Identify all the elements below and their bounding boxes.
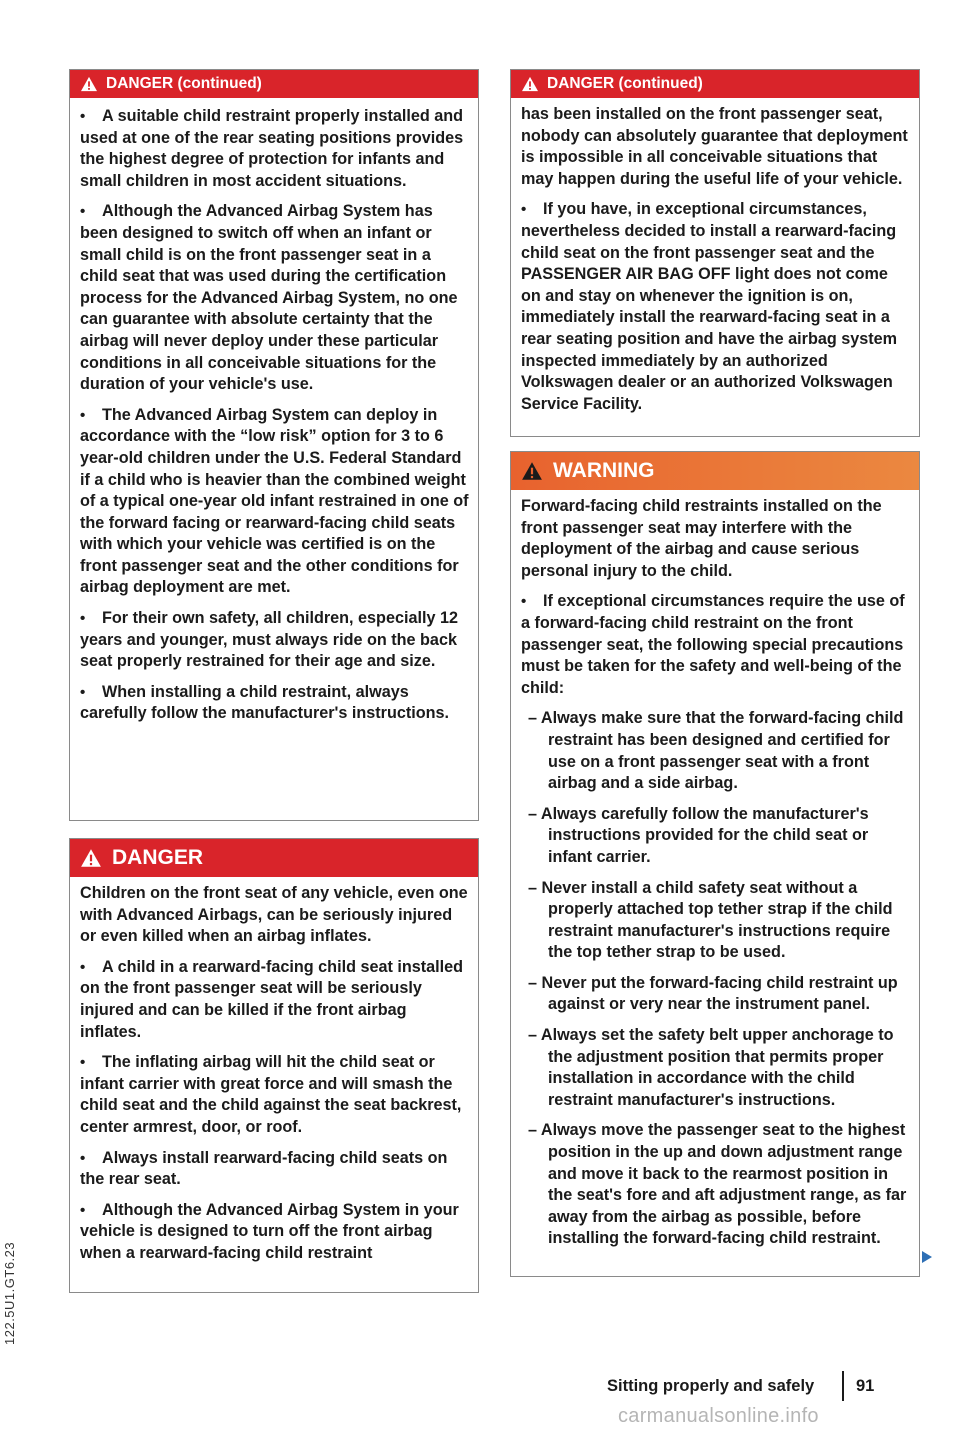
box-title: DANGER: [112, 846, 204, 869]
section-title: Sitting properly and safely: [607, 1377, 815, 1395]
box-title: WARNING: [553, 459, 655, 482]
intro-text: Forward-facing child restraints installed on the front passenger seat may interfere with the deployment of the airbag and cause serious personal injury to the child.: [521, 497, 882, 580]
danger-continued-box-right: [510, 69, 920, 437]
list-item: • Always install rearward-facing child seats on the rear seat.: [80, 1148, 448, 1189]
intro-text: Children on the front seat of any vehicle, even one with Advanced Airbags, can be seriously injured or even killed when an airbag inflates.: [80, 884, 468, 946]
warning-header: [511, 452, 919, 490]
list-item: • For their own safety, all children, especially 12 years and younger, must always ride on the back seat properly restrained for their age and size.: [80, 609, 458, 671]
warning-triangle-icon: [80, 848, 102, 868]
list-item: • A child in a rearward-facing child seat installed on the front passenger seat will be seriously injured and can be killed if the front airbag inflates.: [80, 957, 464, 1041]
danger-continued-box-left: [69, 69, 479, 821]
document-code: 122.5U1.GT6.23: [2, 1241, 17, 1345]
list-item: • If you have, in exceptional circumstances, nevertheless decided to install a rearward-facing child seat on the front passenger seat and the PASSENGER AIR BAG OFF light does not come on and stay on whenever the ignition is on, immediately install the rearward-facing seat in a rear seating position and have the airbag system inspected immediately by an authorized Volkswagen dealer or an authorized Volkswagen Service Facility.: [521, 200, 898, 413]
list-item: • Although the Advanced Airbag System has been designed to switch off when an infant or small child is on the front passenger seat in a child seat that was used during the certification process for the Advanced Airbag System, no one can guarantee with absolute certainty that the airbag will never deploy under these particular conditions in all conceivable situations for the duration of your vehicle's use.: [80, 202, 458, 394]
watermark: carmanualsonline.info: [618, 1405, 819, 1427]
danger-header: [70, 839, 478, 877]
dash-item: – Never install a child safety seat without a properly attached top tether strap if the child restraint manufacturer's instructions require the top tether strap to be used.: [528, 878, 893, 962]
list-item: • A suitable child restraint properly installed and used at one of the rear seating positions provides the highest degree of protection for infants and small children in most accident situations.: [80, 107, 464, 190]
dash-item: – Always set the safety belt upper anchorage to the adjustment position that permits proper installation in accordance with the child restraint manufacturer's instructions.: [528, 1026, 894, 1109]
continue-arrow-icon: [920, 1250, 934, 1264]
warning-triangle-icon: [521, 76, 539, 92]
danger-header: [511, 70, 919, 98]
list-item: • The inflating airbag will hit the child seat or infant carrier with great force and will smash the child seat and the child against the seat backrest, center armrest, door, or roof.: [80, 1053, 462, 1136]
footer-divider: [842, 1371, 844, 1401]
danger-box-left: [69, 838, 479, 1293]
dash-item: – Never put the forward-facing child restraint up against or very near the instrument panel.: [528, 973, 898, 1014]
warning-triangle-icon: [80, 76, 98, 92]
danger-header: [70, 70, 478, 98]
box-title: DANGER (continued): [547, 75, 703, 92]
intro-text: has been installed on the front passenger seat, nobody can absolutely guarantee that deployment is impossible in all conceivable situations that may happen during the useful life of your vehicle.: [521, 105, 908, 188]
warning-triangle-icon: [521, 461, 543, 481]
list-item: • The Advanced Airbag System can deploy in accordance with the “low risk” option for 3 to 6 year-old children under the U.S. Federal Standard if a child who is heavier than the combined weight of a typical one-year old infant restrained in one of the forward facing or rearward-facing child seats with which your vehicle was certified is on the front passenger seat and the other conditions for airbag deployment are met.: [80, 405, 469, 597]
page-number: 91: [856, 1377, 875, 1395]
list-item: • When installing a child restraint, always carefully follow the manufacturer's instructions.: [80, 682, 450, 723]
dash-item: – Always move the passenger seat to the highest position in the up and down adjustment range and move it back to the rearmost position in the seat's fore and aft adjustment range, as far away from the airbag as possible, before installing the forward-facing child restraint.: [528, 1121, 907, 1248]
dash-item: – Always make sure that the forward-facing child restraint has been designed and certified for use on a front passenger seat with a front airbag and a side airbag.: [528, 709, 904, 793]
dash-item: – Always carefully follow the manufacturer's instructions provided for the child seat or infant carrier.: [528, 804, 869, 866]
list-item: • Although the Advanced Airbag System in your vehicle is designed to turn off the front airbag when a rearward-facing child restraint: [80, 1200, 459, 1262]
list-item: • If exceptional circumstances require the use of a forward-facing child restraint on the front passenger seat, the following special precautions must be taken for the safety and well-being of the child:: [521, 592, 905, 697]
warning-box-right: [510, 451, 920, 1277]
box-title: DANGER (continued): [106, 75, 262, 92]
